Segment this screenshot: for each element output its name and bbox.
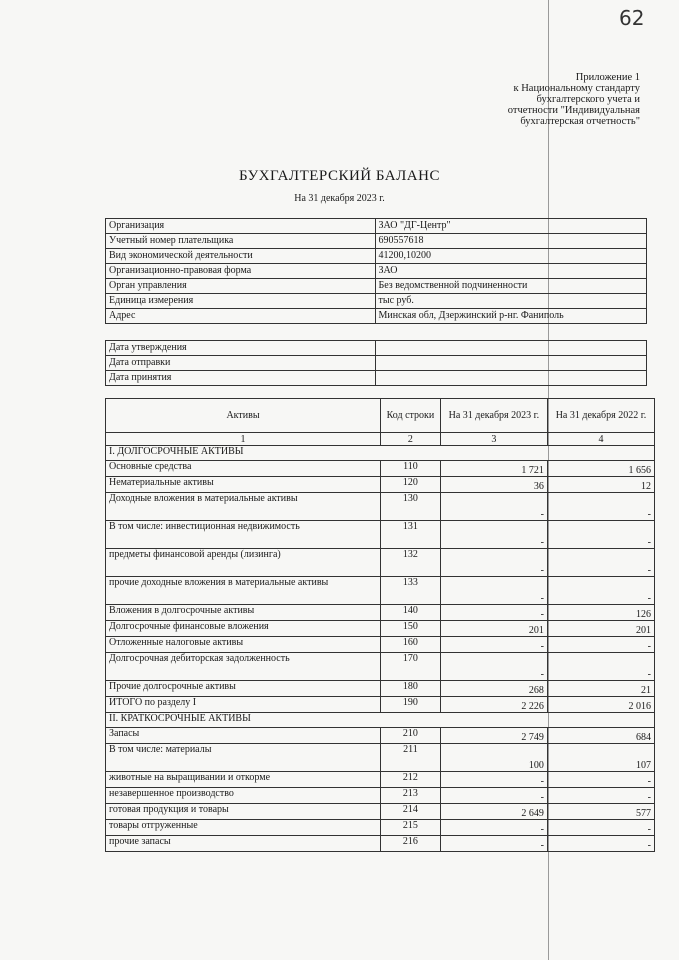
appendix-line: отчетности "Индивидуальная <box>507 105 640 116</box>
document-date: На 31 декабря 2023 г. <box>294 193 385 204</box>
table-row <box>106 653 655 681</box>
colnum: 1 <box>106 433 381 446</box>
table-row <box>106 493 655 521</box>
row-name: животные на выращивании и откорме <box>106 772 381 788</box>
row-name: товары отгруженные <box>106 820 381 836</box>
value-2023: - <box>440 637 547 653</box>
colnum: 2 <box>381 433 441 446</box>
date-value <box>376 356 647 371</box>
org-value: 690557618 <box>375 234 647 249</box>
value-2022: - <box>547 772 654 788</box>
value-2023: 1 721 <box>440 461 547 477</box>
section-title: II. КРАТКОСРОЧНЫЕ АКТИВЫ <box>106 713 655 728</box>
row-name: прочие доходные вложения в материальные активы <box>106 577 381 605</box>
table-row <box>106 804 655 820</box>
header-code: Код строки <box>381 399 441 433</box>
page-number: 62 <box>619 6 645 30</box>
value-2022: 577 <box>547 804 654 820</box>
colnum: 3 <box>440 433 547 446</box>
row-code: 213 <box>381 788 441 804</box>
value-2022: - <box>547 521 654 549</box>
row-code: 130 <box>381 493 441 521</box>
balance-table <box>105 398 655 852</box>
row-name: В том числе: материалы <box>106 744 381 772</box>
value-2022: 107 <box>547 744 654 772</box>
appendix-line: к Национальному стандарту <box>513 83 640 94</box>
table-row <box>106 234 647 249</box>
row-name: Долгосрочная дебиторская задолженность <box>106 653 381 681</box>
table-row <box>106 264 647 279</box>
table-row <box>106 249 647 264</box>
value-2022: - <box>547 836 654 852</box>
org-label: Орган управления <box>106 279 376 294</box>
date-value <box>376 341 647 356</box>
header-2022: На 31 декабря 2022 г. <box>547 399 654 433</box>
table-row <box>106 356 647 371</box>
org-value: 41200,10200 <box>375 249 647 264</box>
header-2023: На 31 декабря 2023 г. <box>440 399 547 433</box>
row-name: Долгосрочные финансовые вложения <box>106 621 381 637</box>
date-label: Дата принятия <box>106 371 376 386</box>
value-2023: - <box>440 788 547 804</box>
row-name: Вложения в долгосрочные активы <box>106 605 381 621</box>
value-2023: 268 <box>440 681 547 697</box>
row-name: Доходные вложения в материальные активы <box>106 493 381 521</box>
value-2022: 1 656 <box>547 461 654 477</box>
row-code: 160 <box>381 637 441 653</box>
value-2023: - <box>440 521 547 549</box>
row-code: 132 <box>381 549 441 577</box>
value-2023: 2 649 <box>440 804 547 820</box>
org-label: Единица измерения <box>106 294 376 309</box>
table-row <box>106 605 655 621</box>
organization-table <box>105 218 647 324</box>
row-name: Запасы <box>106 728 381 744</box>
value-2022: 12 <box>547 477 654 493</box>
value-2023: 2 226 <box>440 697 547 713</box>
date-value <box>376 371 647 386</box>
org-label: Вид экономической деятельности <box>106 249 376 264</box>
value-2022: 2 016 <box>547 697 654 713</box>
value-2022: 21 <box>547 681 654 697</box>
org-value: Минская обл, Дзержинский р-нг. Фаниполь <box>375 309 647 324</box>
header-row <box>106 399 655 433</box>
value-2023: - <box>440 836 547 852</box>
row-code: 140 <box>381 605 441 621</box>
value-2022: - <box>547 653 654 681</box>
document-title: БУХГАЛТЕРСКИЙ БАЛАНС <box>239 168 440 184</box>
dates-table <box>105 340 647 386</box>
row-name: прочие запасы <box>106 836 381 852</box>
row-code: 212 <box>381 772 441 788</box>
section-row <box>106 446 655 461</box>
table-row <box>106 371 647 386</box>
table-row <box>106 309 647 324</box>
table-row <box>106 744 655 772</box>
appendix-line: Приложение 1 <box>575 72 640 83</box>
appendix-line: бухгалтерского учета и <box>536 94 640 105</box>
table-row <box>106 728 655 744</box>
table-row <box>106 836 655 852</box>
value-2023: - <box>440 820 547 836</box>
colnum: 4 <box>547 433 654 446</box>
value-2023: - <box>440 577 547 605</box>
row-name: Нематериальные активы <box>106 477 381 493</box>
row-code: 190 <box>381 697 441 713</box>
table-row <box>106 219 647 234</box>
table-row <box>106 621 655 637</box>
org-label: Организация <box>106 219 376 234</box>
org-value: ЗАО "ДГ-Центр" <box>375 219 647 234</box>
table-row <box>106 697 655 713</box>
org-value: Без ведомственной подчиненности <box>375 279 647 294</box>
value-2022: 684 <box>547 728 654 744</box>
appendix-line: бухгалтерская отчетность" <box>520 116 640 127</box>
header-assets: Активы <box>106 399 381 433</box>
row-name: Основные средства <box>106 461 381 477</box>
table-row <box>106 521 655 549</box>
org-value: ЗАО <box>375 264 647 279</box>
table-row <box>106 577 655 605</box>
row-code: 216 <box>381 836 441 852</box>
value-2022: - <box>547 493 654 521</box>
value-2023: 36 <box>440 477 547 493</box>
org-label: Адрес <box>106 309 376 324</box>
row-code: 211 <box>381 744 441 772</box>
table-row <box>106 477 655 493</box>
value-2023: - <box>440 605 547 621</box>
value-2022: - <box>547 577 654 605</box>
value-2022: - <box>547 549 654 577</box>
row-code: 170 <box>381 653 441 681</box>
org-label: Учетный номер плательщика <box>106 234 376 249</box>
row-code: 214 <box>381 804 441 820</box>
row-code: 120 <box>381 477 441 493</box>
row-code: 133 <box>381 577 441 605</box>
section-row <box>106 713 655 728</box>
value-2023: 2 749 <box>440 728 547 744</box>
row-code: 210 <box>381 728 441 744</box>
row-code: 110 <box>381 461 441 477</box>
table-row <box>106 294 647 309</box>
value-2023: 201 <box>440 621 547 637</box>
row-code: 215 <box>381 820 441 836</box>
table-row <box>106 637 655 653</box>
table-row <box>106 681 655 697</box>
row-code: 180 <box>381 681 441 697</box>
value-2022: - <box>547 637 654 653</box>
date-label: Дата утверждения <box>106 341 376 356</box>
row-name: В том числе: инвестиционная недвижимость <box>106 521 381 549</box>
row-name: незавершенное производство <box>106 788 381 804</box>
org-label: Организационно-правовая форма <box>106 264 376 279</box>
value-2022: 201 <box>547 621 654 637</box>
row-code: 150 <box>381 621 441 637</box>
org-value: тыс руб. <box>375 294 647 309</box>
date-label: Дата отправки <box>106 356 376 371</box>
column-numbers-row <box>106 433 655 446</box>
value-2022: - <box>547 820 654 836</box>
value-2022: 126 <box>547 605 654 621</box>
value-2023: - <box>440 549 547 577</box>
value-2023: - <box>440 772 547 788</box>
table-row <box>106 820 655 836</box>
appendix-note <box>470 72 640 127</box>
table-row <box>106 279 647 294</box>
value-2022: - <box>547 788 654 804</box>
row-name: готовая продукция и товары <box>106 804 381 820</box>
value-2023: - <box>440 493 547 521</box>
row-name: Отложенные налоговые активы <box>106 637 381 653</box>
table-row <box>106 549 655 577</box>
row-code: 131 <box>381 521 441 549</box>
section-title: I. ДОЛГОСРОЧНЫЕ АКТИВЫ <box>106 446 655 461</box>
row-name: Прочие долгосрочные активы <box>106 681 381 697</box>
table-row <box>106 341 647 356</box>
row-name: ИТОГО по разделу I <box>106 697 381 713</box>
table-row <box>106 461 655 477</box>
value-2023: - <box>440 653 547 681</box>
row-name: предметы финансовой аренды (лизинга) <box>106 549 381 577</box>
table-row <box>106 772 655 788</box>
value-2023: 100 <box>440 744 547 772</box>
table-row <box>106 788 655 804</box>
